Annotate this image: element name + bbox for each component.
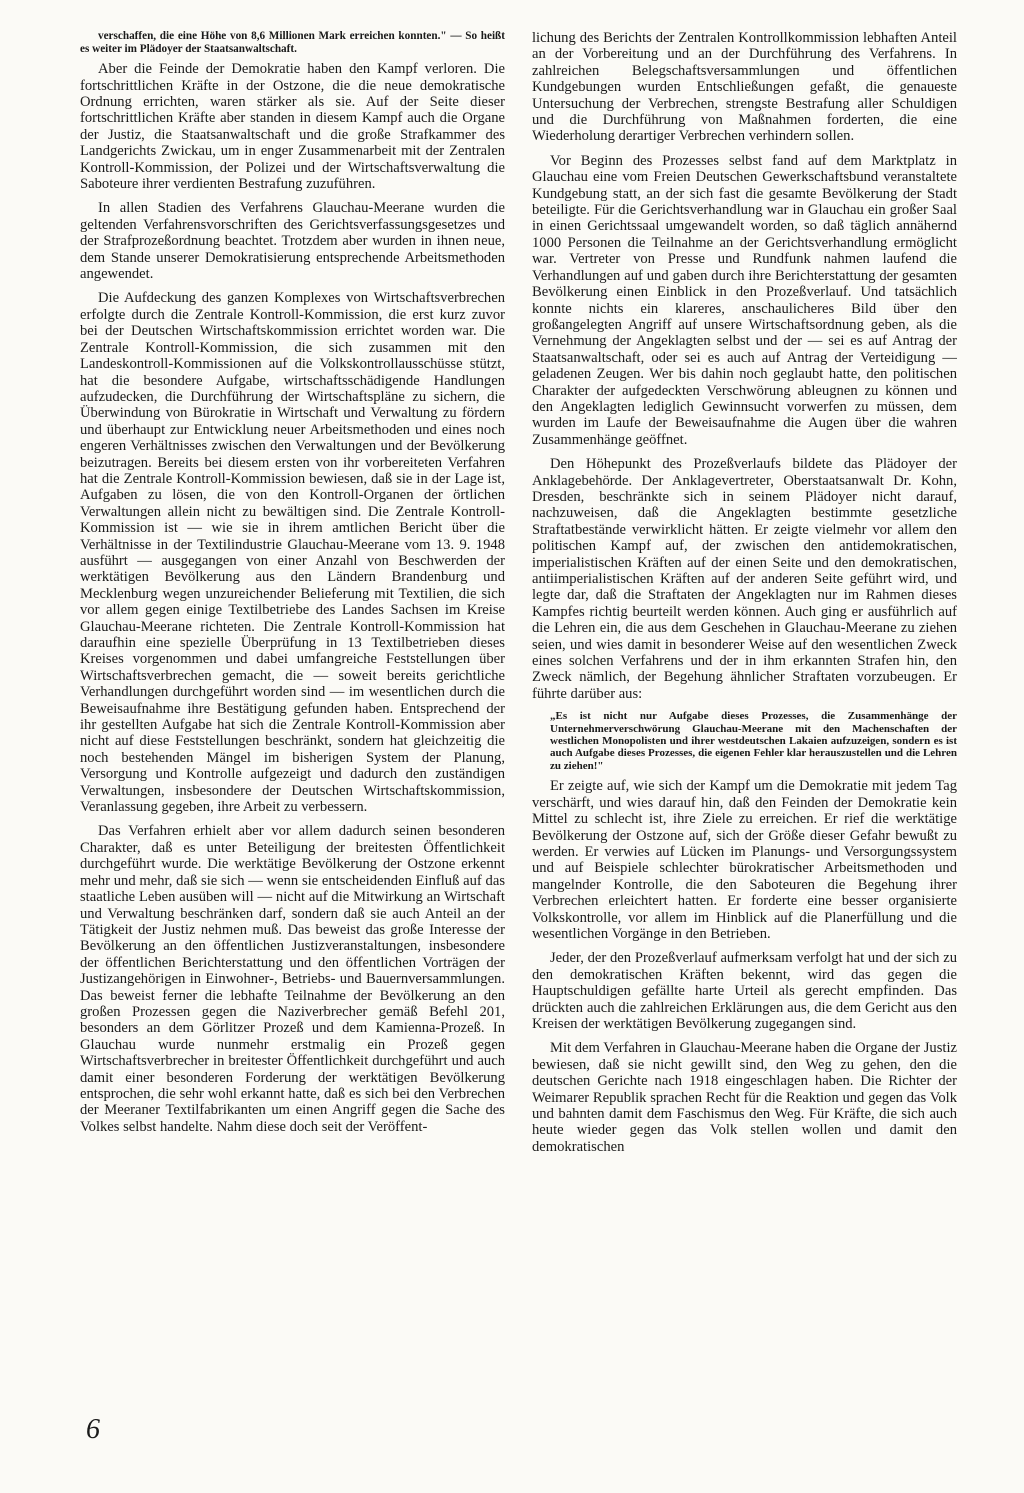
paragraph: Den Höhepunkt des Prozeßverlaufs bildete das Plädoyer der Anklagebehörde. Der Anklagevertreter, Oberstaatsanwalt Dr. Kohn, Dresden, beschränkte sich in seinem Plädoyer nicht darauf, nachzuweisen, daß die Angeklagten bestimmte gesetzliche Straftatbestände verwirklicht hätten. Er zeigte vielmehr vor allem den politischen Kampf auf, der zwischen den antidemokratischen, imperialistischen Kräften auf der einen Seite und den demokratischen, antiimperialistischen Kräften auf der anderen Seite geführt wird, und legte dar, daß die Straftaten der Angeklagten nur im Rahmen dieses Kampfes richtig beurteilt werden können. Auch ging er ausführlich auf die Lehren ein, die aus dem Geschehen in Glauchau-Meerane zu ziehen seien, und wies damit in besonderer Weise auf den wesentlichen Zweck eines solchen Verfahrens und der in ihm erkannten Strafen hin, den Zweck nämlich, der Begehung ähnlicher Straftaten vorzubeugen. Er führte darüber aus: <box>532 456 957 702</box>
paragraph: Mit dem Verfahren in Glauchau-Meerane haben die Organe der Justiz bewiesen, daß sie nicht gewillt sind, den Weg zu gehen, den die deutschen Gerichte nach 1918 eingeschlagen haben. Die Richter der Weimarer Republik sprachen Recht für die Reaktion und gegen das Volk und bahnten damit dem Faschismus den Weg. Für Kräfte, die sich auch heute wieder gegen das Volk stellen wollen und damit den demokratischen <box>532 1040 957 1155</box>
page-number: 6 <box>86 1414 100 1445</box>
paragraph: Die Aufdeckung des ganzen Komplexes von Wirtschaftsverbrechen erfolgte durch die Zentrale Kontroll-Kommission, die erst kurz zuvor bei der Deutschen Wirtschaftskommission errichtet worden war. Die Zentrale Kontroll-Kommission, die sich zusammen mit den Landeskontroll-Kommissionen auf die Volkskontrollausschüsse stützt, hat die besondere Aufgabe, wirtschaftsschädigende Handlungen aufzudecken, die Durchführung der Wirtschaftspläne zu sichern, die Überwindung von Bürokratie in Wirtschaft und Verwaltung zu fördern und überhaupt zur Entwicklung neuer Arbeitsmethoden und eines noch engeren Verhältnisses zwischen den Verwaltungen und der Bevölkerung beizutragen. Bereits bei diesem ersten von ihr vorbereiteten Verfahren hat die Zentrale Kontroll-Kommission bewiesen, daß sie in der Lage ist, Aufgaben zu lösen, die von den Kontroll-Organen der örtlichen Verwaltungen allein nicht zu bewältigen sind. Die Zentrale Kontroll-Kommission ist — wie sie in ihrem amtlichen Bericht über die Verhältnisse in der Textilindustrie Glauchau-Meerane vom 13. 9. 1948 ausführt — ausgegangen von einer Anzahl von Beschwerden der werktätigen Bevölkerung aus den Ländern Brandenburg und Mecklenburg wegen unzureichender Belieferung mit Textilien, die sich vor allem gegen einige Textilbetriebe des Landes Sachsen im Kreise Glauchau-Meerane richteten. Die Zentrale Kontroll-Kommission hat daraufhin eine spezielle Überprüfung in 13 Textilbetrieben dieses Kreises vorgenommen und dabei umfangreiche Feststellungen über Wirtschaftsverbrechen gemacht, die — soweit bereits gerichtliche Verhandlungen durchgeführt worden sind — im wesentlichen durch die Beweisaufnahme ihre Bestätigung gefunden haben. Entsprechend der ihr gestellten Aufgabe hat sich die Zentrale Kontroll-Kommission aber nicht auf diese Feststellungen beschränkt, sondern hat gleichzeitig die noch bestehenden Mängel im bisherigen System der Planung, Versorgung und Kontrolle aufgezeigt und dadurch den zuständigen Verwaltungen, insbesondere der Deutschen Wirtschaftskommission, Veranlassung gegeben, ihre Arbeit zu verbessern. <box>80 290 505 816</box>
left-column <box>80 30 505 1430</box>
paragraph-continuation: lichung des Berichts der Zentralen Kontrollkommission lebhaften Anteil an der Vorbereitung und an der Durchführung des Verfahrens. In zahlreichen Belegschaftsversammlungen und öffentlichen Kundgebungen wurden Entschließungen gefaßt, die genaueste Untersuchung der Verbrechen, strengste Bestrafung aller Schuldigen und die Durchführung von Maßnahmen forderten, die eine Wiederholung derartiger Verbrechen verhindern sollen. <box>532 30 957 145</box>
paragraph: Er zeigte auf, wie sich der Kampf um die Demokratie mit jedem Tag verschärft, und wies darauf hin, daß den Feinden der Demokratie kein Mittel zu schlecht ist, ihre Ziele zu erreichen. Er rief die werktätige Bevölkerung der Ostzone auf, sich der Größe dieser Gefahr bewußt zu werden. Er verwies auf Lücken im Planungs- und Versorgungssystem und auf Beispiele schlechter bürokratischer Arbeitsmethoden und mangelnder Kontrolle, die den Saboteuren die Begehung ihrer Verbrechen erleichtert hatten. Er forderte eine besser organisierte Volkskontrolle, vor allem im Hinblick auf die Planerfüllung und die wesentlichen Vorgänge in den Betrieben. <box>532 778 957 942</box>
paragraph: Aber die Feinde der Demokratie haben den Kampf verloren. Die fortschrittlichen Kräfte in der Ostzone, die die neue demokratische Ordnung errichten, waren stärker als sie. Auf der Seite dieser fortschrittlichen Kräfte aber standen in diesem Kampf auch die Organe der Justiz, die Staatsanwaltschaft und die große Strafkammer des Landgerichts Zwickau, um in enger Zusammenarbeit mit der Zentralen Kontroll-Kommission, der Polizei und der Wirtschaftsverwaltung die Saboteure ihrer verdienten Bestrafung zuzuführen. <box>80 61 505 193</box>
document-page <box>80 30 956 1440</box>
paragraph: Das Verfahren erhielt aber vor allem dadurch seinen besonderen Charakter, daß es unter Beteiligung der breitesten Öffentlichkeit durchgeführt wurde. Die werktätige Bevölkerung der Ostzone erkennt mehr und mehr, daß sie sich — wenn sie entscheidenden Einfluß auf das staatliche Leben ausüben will — nicht auf die Mitwirkung an Wirtschaft und Verwaltung beschränken darf, sondern daß sie auch Anteil an der Tätigkeit der Justiz nehmen muß. Das beweist das große Interesse der Bevölkerung an den öffentlichen Justizveranstaltungen, insbesondere der öffentlichen Berichterstattung und den öffentlichen Vorträgen der Justizangehörigen in Einwohner-, Betriebs- und Bauernversammlungen. Das beweist ferner die lebhafte Teilnahme der Bevölkerung an den großen Prozessen gegen die Naziverbrecher gemäß Befehl 201, besonders an dem Görlitzer Prozeß und dem Kamienna-Prozeß. In Glauchau wurde nunmehr erstmalig ein Prozeß gegen Wirtschaftsverbrecher in breitester Öffentlichkeit durchgeführt und auch damit einer besonderen Forderung der werktätigen Bevölkerung entsprochen, die sehr wohl erkannt hatte, daß es sich bei den Verbrechen der Meeraner Textilfabrikanten um einen Angriff gegen die Sache des Volkes selbst handelte. Nahm diese doch seit der Veröffent- <box>80 823 505 1135</box>
right-column <box>532 30 957 1430</box>
paragraph: Jeder, der den Prozeßverlauf aufmerksam verfolgt hat und der sich zu den demokratischen Kräften bekennt, wird das gegen die Hauptschuldigen gefällte harte Urteil als gerecht empfinden. Das drückten auch die zahlreichen Erklärungen aus, die dem Gericht aus den Kreisen der werktätigen Bevölkerung zugegangen sind. <box>532 950 957 1032</box>
paragraph: In allen Stadien des Verfahrens Glauchau-Meerane wurden die geltenden Verfahrensvorschriften des Gerichtsverfassungsgesetzes und der Strafprozeßordnung beachtet. Trotzdem aber wurden in ihnen neue, dem Stande unserer Demokratisierung entsprechende Arbeitsmethoden angewendet. <box>80 200 505 283</box>
quote-continuation: verschaffen, die eine Höhe von 8,6 Millionen Mark erreichen konnten." — So heißt es weiter im Plädoyer der Staatsanwaltschaft. <box>80 30 505 55</box>
paragraph: Vor Beginn des Prozesses selbst fand auf dem Marktplatz in Glauchau eine vom Freien Deutschen Gewerkschaftsbund veranstaltete Kundgebung statt, an der sich fast die gesamte Bevölkerung der Stadt beteiligte. Für die Gerichtsverhandlung war in Glauchau ein großer Saal in einen Gerichtssaal umgewandelt worden, so daß täglich annähernd 1000 Personen die Teilnahme an der Gerichtsverhandlung ermöglicht war. Vertreter von Presse und Rundfunk nahmen laufend die Verhandlungen auf und gaben durch ihre Berichterstattung der gesamten Bevölkerung einen Einblick in den Prozeßverlauf. Und tatsächlich konnte nichts ein klareres, anschaulicheres Bild über den großangelegten Angriff auf unsere Wirtschaftsordnung geben, als die Vernehmung der Angeklagten selbst und der — sei es auf Antrag der Staatsanwaltschaft, oder sei es auch auf Antrag der Verteidigung — geladenen Zeugen. Wer bis dahin noch geglaubt hatte, den politischen Charakter der aufgedeckten Verschwörung ableugnen zu können und den Angeklagten lediglich Gewinnsucht vorwerfen zu müssen, dem wurden im Laufe der Beweisaufnahme die Augen über die wahren Zusammenhänge geöffnet. <box>532 152 957 448</box>
block-quote: „Es ist nicht nur Aufgabe dieses Prozesses, die Zusammenhänge der Unternehmerverschwörung Glauchau-Meerane mit den Machenschaften der westlichen Monopolisten und ihrer westdeutschen Lakaien aufzuzeigen, sondern es ist auch Aufgabe dieses Prozesses, die eigenen Fehler klar herauszustellen und die Lehren zu ziehen!" <box>550 710 957 772</box>
